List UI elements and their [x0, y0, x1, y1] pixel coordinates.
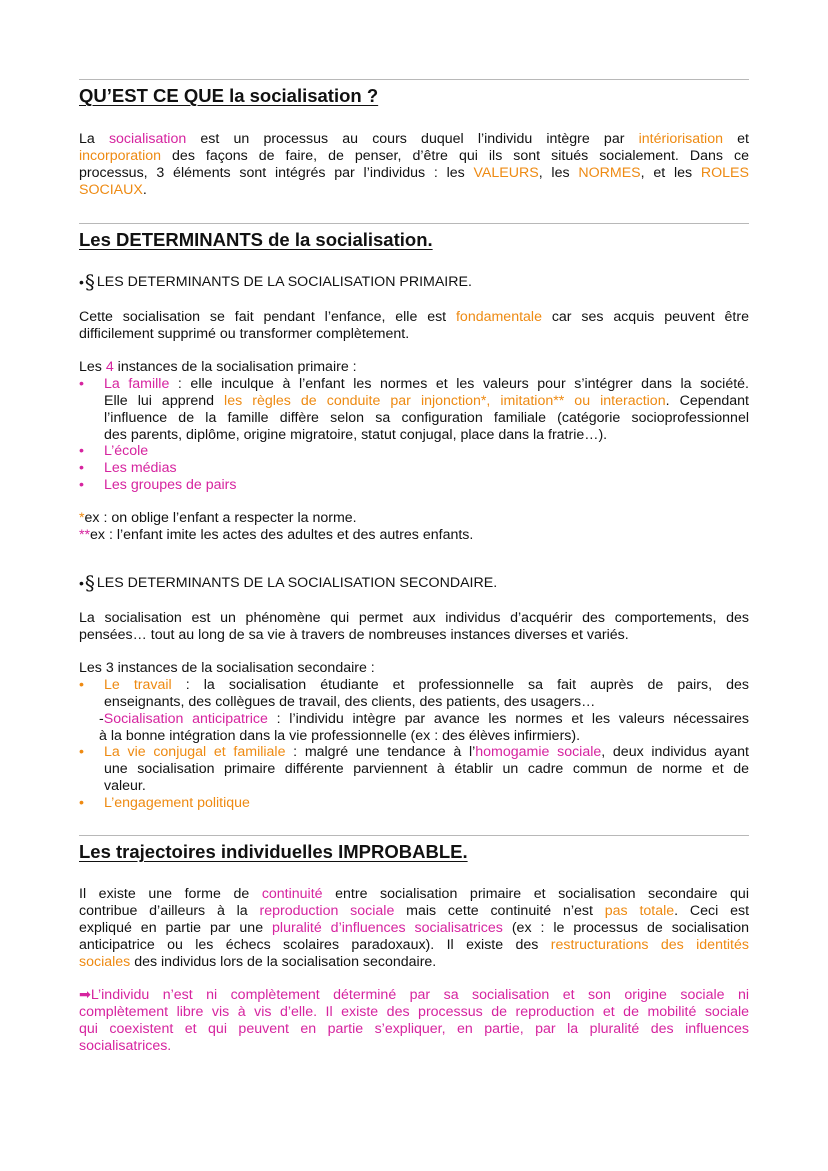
secondary-intro-paragraph: La socialisation est un phénomène qui permet aux individus d’acquérir des comportements, des pensées… tout au long de sa vie à travers de nombreuses instances diverses et variés.	[79, 610, 749, 643]
definition-paragraph: La socialisation est un processus au cours duquel l’individu intègre par intériorisation et incorporation des façons de faire, de penser, d’être qui ils sont situés socialement. Dans ce processus, 3 éléments sont intégrés par l’individus : les VALEURS, les NORMES, et les ROLES SOCIAUX.	[79, 131, 749, 198]
bullet-icon: •	[79, 477, 84, 493]
section-title-definition: QU’EST CE QUE la socialisation ?	[79, 85, 379, 106]
footnote-injonction: *ex : on oblige l’enfant a respecter la norme.	[79, 510, 357, 526]
bullet-icon: •	[79, 677, 84, 693]
section-title-trajectoires: Les trajectoires individuelles IMPROBABLE.	[79, 841, 468, 862]
primary-intro-paragraph: Cette socialisation se fait pendant l’enfance, elle est fondamentale car ses acquis peuvent être difficilement supprimé ou transformer complètement.	[79, 309, 749, 342]
bullet-icon: •	[79, 460, 84, 476]
secondary-instances-label: Les 3 instances de la socialisation secondaire :	[79, 660, 375, 676]
divider	[79, 223, 749, 224]
divider	[79, 79, 749, 80]
subheading-secondary: • § LES DETERMINANTS DE LA SOCIALISATION SECONDAIRE.	[79, 571, 498, 595]
footnote-imitation: **ex : l’enfant imite les actes des adultes et des autres enfants.	[79, 527, 474, 543]
bullet-icon: •	[79, 443, 84, 459]
conclusion-paragraph: ➡L’individu n’est ni complètement déterminé par sa socialisation et son origine sociale ni complètement libre vis à vis d’elle. Il existe des processus de reproduction et de mobilité sociale qui coexistent et qui peuvent en partie s’expliquer, en partie, par la pluralité des influences socialisatrices.	[79, 987, 749, 1054]
divider	[79, 835, 749, 836]
primary-instances-label: Les 4 instances de la socialisation primaire :	[79, 359, 357, 375]
bullet-icon: •	[79, 795, 84, 811]
bullet-icon: •	[79, 744, 84, 760]
section-mark-icon: §	[84, 270, 95, 294]
bullet-icon: •	[79, 376, 84, 392]
section-mark-icon: §	[84, 571, 95, 595]
section-title-determinants: Les DETERMINANTS de la socialisation.	[79, 229, 433, 250]
subheading-primary: • § LES DETERMINANTS DE LA SOCIALISATION PRIMAIRE.	[79, 270, 472, 294]
bullet-icon: •	[79, 273, 84, 290]
bullet-icon: •	[79, 574, 84, 591]
trajectoires-paragraph: Il existe une forme de continuité entre socialisation primaire et socialisation secondaire qui contribue d’ailleurs à la reproduction sociale mais cette continuité n’est pas totale. Ceci est expliqué en partie par une pluralité d’influences socialisatrices (ex : le processus de socialisation anticipatrice ou les échecs scolaires paradoxaux). Il existe des restructurations des identités sociales des individus lors de la socialisation secondaire.	[79, 886, 750, 970]
